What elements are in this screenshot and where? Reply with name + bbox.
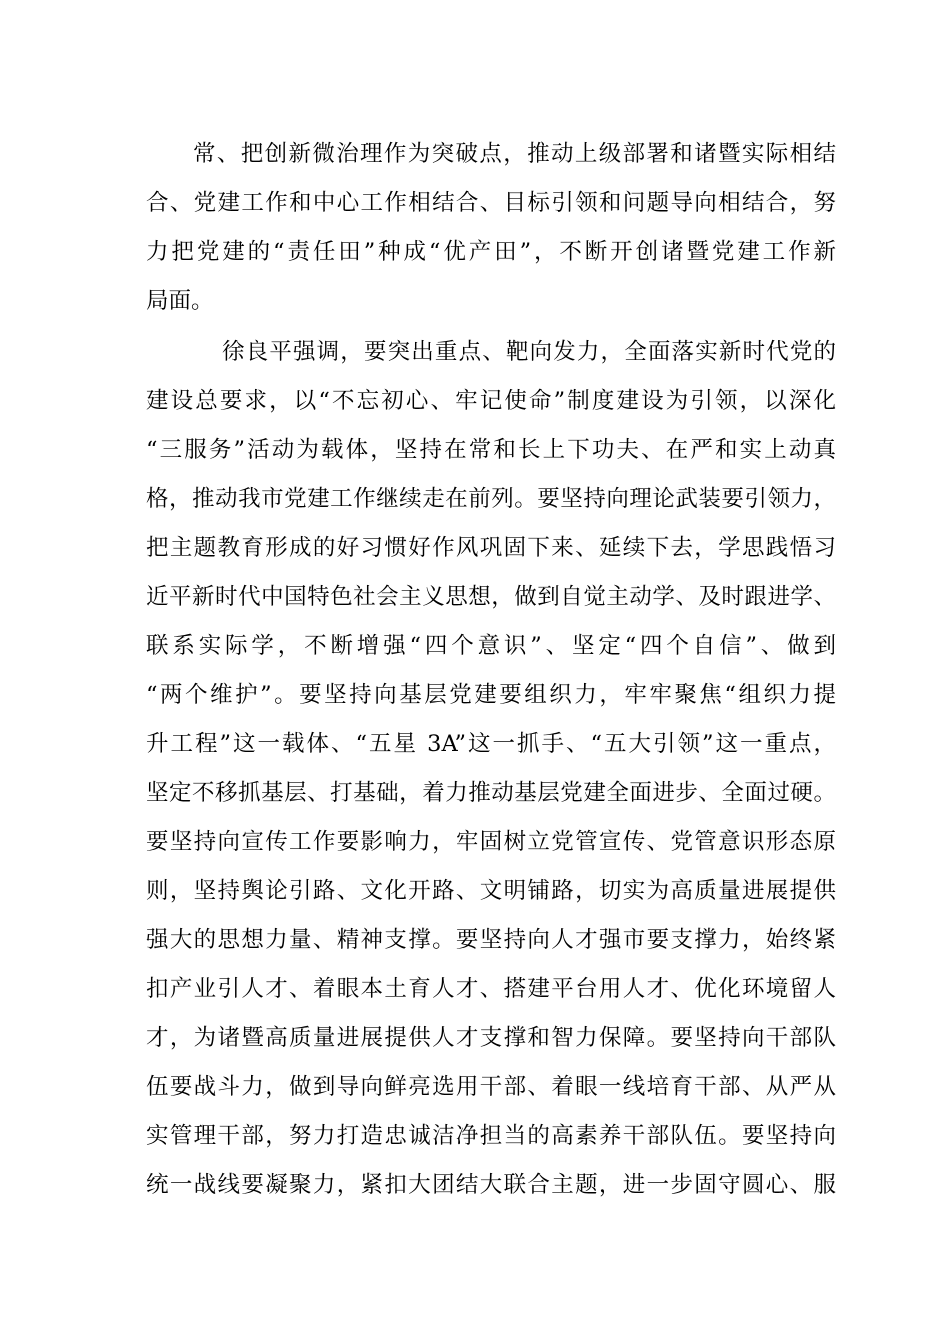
text-line: 才，为诸暨高质量进展提供人才支撑和智力保障。要坚持向干部队 bbox=[146, 1025, 836, 1051]
text-line: 合、党建工作和中心工作相结合、目标引领和问题导向相结合，努 bbox=[146, 190, 836, 216]
text-line: 实管理干部，努力打造忠诚洁净担当的高素养干部队伍。要坚持向 bbox=[146, 1123, 836, 1149]
text-line: 徐良平强调，要突出重点、靶向发力，全面落实新时代党的 bbox=[222, 339, 836, 365]
text-line: 局面。 bbox=[146, 288, 214, 314]
text-line: 要坚持向宣传工作要影响力，牢固树立党管宣传、党管意识形态原 bbox=[146, 829, 836, 855]
text-line: 建设总要求，以“不忘初心、牢记使命”制度建设为引领，以深化 bbox=[146, 388, 836, 414]
text-line: 坚定不移抓基层、打基础，着力推动基层党建全面进步、全面过硬。 bbox=[146, 780, 836, 806]
text-line: 联系实际学，不断增强“四个意识”、坚定“四个自信”、做到 bbox=[146, 633, 836, 659]
text-line: 常、把创新微治理作为突破点，推动上级部署和诸暨实际相结 bbox=[193, 141, 836, 167]
text-line: 伍要战斗力，做到导向鲜亮选用干部、着眼一线培育干部、从严从 bbox=[146, 1074, 836, 1100]
text-line: 力把党建的“责任田”种成“优产田”，不断开创诸暨党建工作新 bbox=[146, 239, 836, 265]
text-line: 近平新时代中国特色社会主义思想，做到自觉主动学、及时跟进学、 bbox=[146, 584, 836, 610]
text-line: 统一战线要凝聚力，紧扣大团结大联合主题，进一步固守圆心、服 bbox=[146, 1172, 836, 1198]
text-line: 扣产业引人才、着眼本土育人才、搭建平台用人才、优化环境留人 bbox=[146, 976, 836, 1002]
text-line: “两个维护”。要坚持向基层党建要组织力，牢牢聚焦“组织力提 bbox=[146, 682, 836, 708]
text-line: 格，推动我市党建工作继续走在前列。要坚持向理论武装要引领力， bbox=[146, 486, 836, 512]
text-line: 强大的思想力量、精神支撑。要坚持向人才强市要支撑力，始终紧 bbox=[146, 927, 836, 953]
text-line: “三服务”活动为载体，坚持在常和长上下功夫、在严和实上动真 bbox=[146, 437, 836, 463]
text-line: 则，坚持舆论引路、文化开路、文明铺路，切实为高质量进展提供 bbox=[146, 878, 836, 904]
text-line: 把主题教育形成的好习惯好作风巩固下来、延续下去，学思践悟习 bbox=[146, 535, 836, 561]
text-line: 升工程”这一载体、“五星 3A”这一抓手、“五大引领”这一重点， bbox=[146, 731, 836, 757]
